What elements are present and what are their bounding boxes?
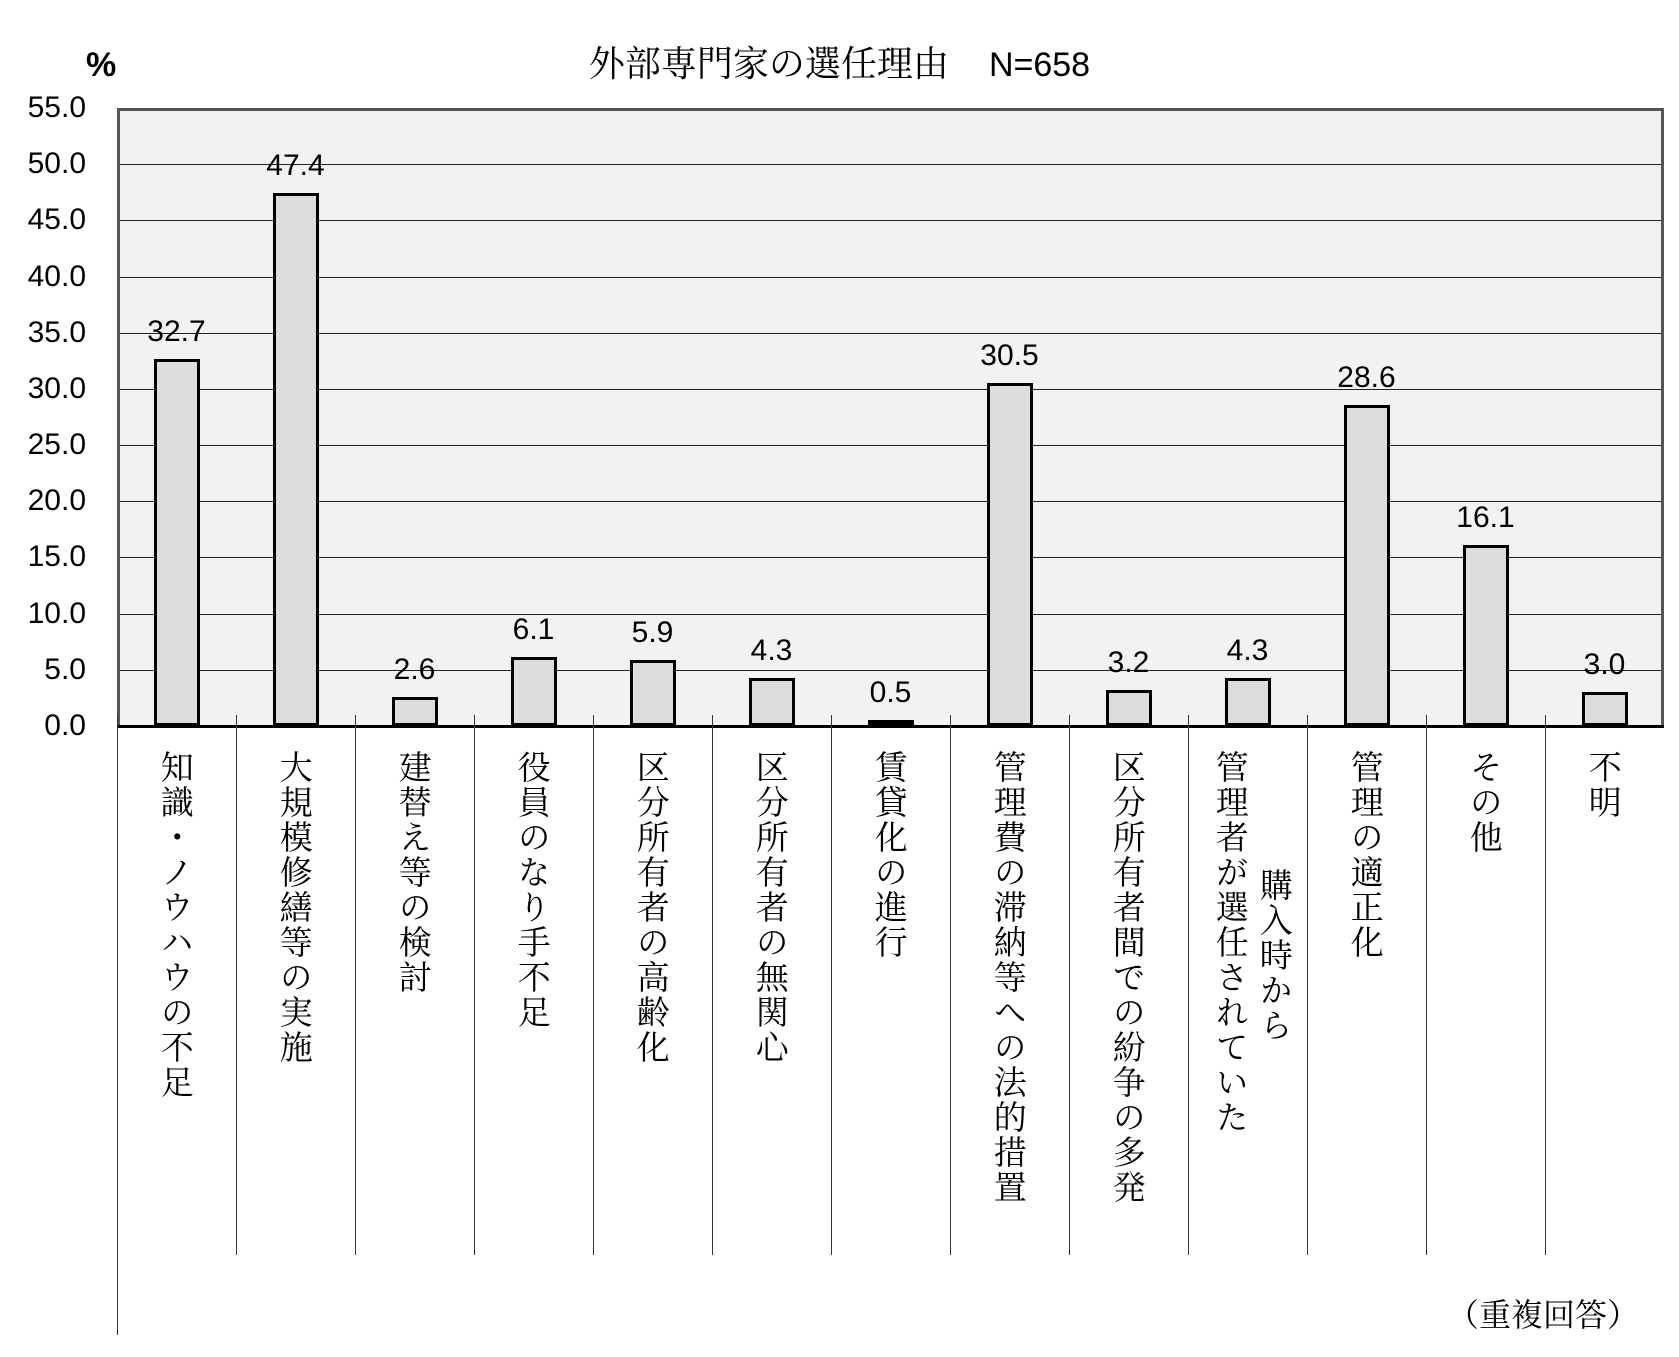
bar (511, 657, 557, 726)
axis-left-extension (117, 715, 118, 1335)
bar (392, 697, 438, 726)
gridline (120, 389, 1661, 390)
category-label: その他 (1464, 750, 1504, 855)
sample-size: N=658 (988, 46, 1091, 84)
category-label: 大規模修繕等の実施 (274, 750, 314, 1065)
data-label: 2.6 (393, 652, 436, 686)
bar (154, 359, 200, 726)
category-separator (1188, 715, 1189, 1255)
category-label: 建替え等の検討 (393, 750, 433, 995)
gridline (120, 557, 1661, 558)
y-tick-label: 5.0 (44, 652, 86, 686)
y-tick-label: 25.0 (27, 428, 86, 462)
y-axis-unit: % (86, 46, 117, 84)
x-axis-line (117, 725, 1664, 728)
category-separator (355, 715, 356, 1255)
gridline (120, 614, 1661, 615)
y-tick-label: 10.0 (27, 596, 86, 630)
gridline (120, 333, 1661, 334)
category-separator (593, 715, 594, 1255)
category-label: 役員のなり手不足 (512, 750, 552, 1030)
gridline (120, 220, 1661, 221)
y-tick-label: 50.0 (27, 147, 86, 181)
y-tick-label: 45.0 (27, 203, 86, 237)
y-tick-label: 20.0 (27, 484, 86, 518)
y-tick-label: 35.0 (27, 315, 86, 349)
category-label: 区分所有者間での紛争の多発 (1107, 750, 1147, 1205)
data-label: 3.0 (1583, 648, 1626, 682)
bar (273, 193, 319, 726)
title-text: 外部専門家の選任理由 (588, 44, 949, 85)
data-label: 4.3 (1226, 633, 1269, 667)
bar (630, 660, 676, 726)
bar (1344, 405, 1390, 726)
category-separator (712, 715, 713, 1255)
category-separator (1545, 715, 1546, 1255)
y-tick-label: 40.0 (27, 259, 86, 293)
data-label: 30.5 (980, 339, 1039, 373)
data-label: 4.3 (750, 633, 793, 667)
bar (1582, 692, 1628, 726)
category-separator (950, 715, 951, 1255)
category-separator (236, 715, 237, 1255)
data-label: 32.7 (147, 314, 206, 348)
gridline (120, 277, 1661, 278)
category-label: 不明 (1583, 750, 1623, 820)
category-label: 管理の適正化 (1345, 750, 1385, 960)
category-label-prefix: 購入時から (1254, 868, 1294, 1043)
category-label: 管理費の滞納等への法的措置 (988, 750, 1028, 1205)
bar (987, 383, 1033, 726)
bar (1463, 545, 1509, 726)
bar (1225, 678, 1271, 726)
footnote: （重複回答） (1446, 1296, 1639, 1334)
data-label: 16.1 (1456, 501, 1515, 535)
y-tick-label: 30.0 (27, 371, 86, 405)
y-tick-label: 55.0 (27, 91, 86, 124)
data-label: 6.1 (512, 613, 555, 647)
data-label: 28.6 (1337, 360, 1396, 394)
category-label: 区分所有者の無関心 (750, 750, 790, 1065)
chart-title (0, 36, 1679, 87)
data-label: 0.5 (869, 676, 912, 709)
y-tick-label: 0.0 (44, 709, 86, 742)
bar (1106, 690, 1152, 726)
category-separator (1307, 715, 1308, 1255)
plot-area (117, 108, 1664, 726)
bar (749, 678, 795, 726)
category-label: 区分所有者の高齢化 (631, 750, 671, 1065)
gridline (120, 670, 1661, 671)
category-separator (1426, 715, 1427, 1255)
data-label: 47.4 (266, 149, 325, 183)
category-label: 知識・ノウハウの不足 (155, 750, 195, 1100)
data-label: 3.2 (1107, 646, 1150, 680)
category-separator (831, 715, 832, 1255)
y-tick-label: 15.0 (27, 540, 86, 574)
category-separator (1069, 715, 1070, 1255)
category-separator (474, 715, 475, 1255)
category-label: 管理者が選任されていた (1210, 750, 1250, 1135)
data-label: 5.9 (631, 615, 674, 649)
gridline (120, 445, 1661, 446)
category-label: 賃貸化の進行 (869, 750, 909, 960)
